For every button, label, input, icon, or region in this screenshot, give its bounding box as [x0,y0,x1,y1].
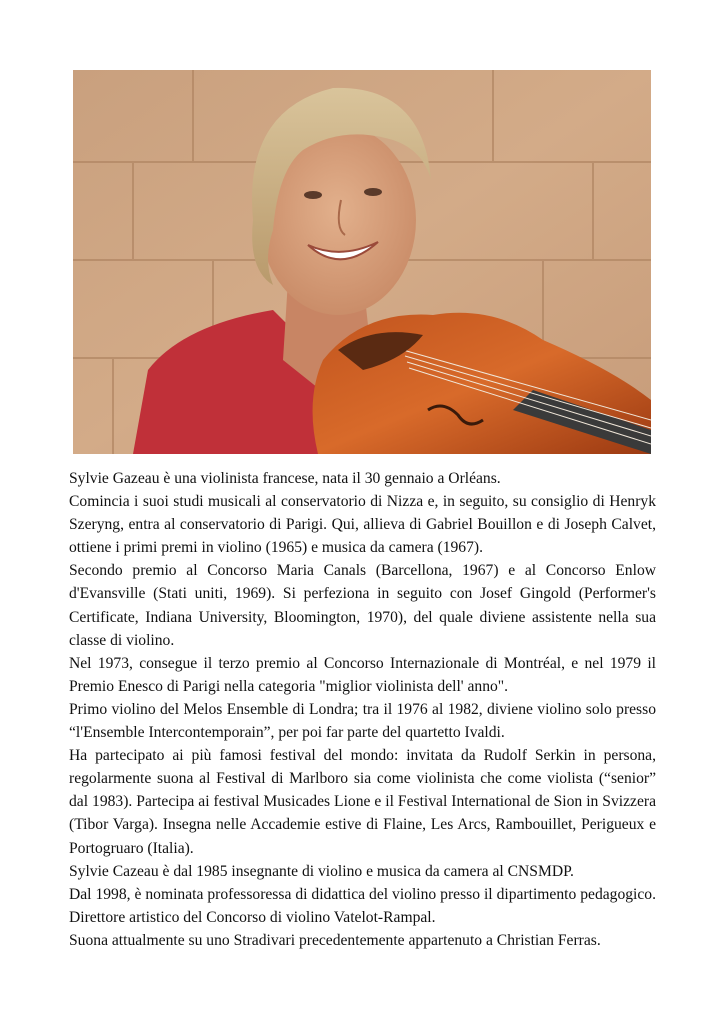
paragraph: Primo violino del Melos Ensemble di Londra; tra il 1976 al 1982, diviene violino solo presso “l'Ensemble Intercontemporain”, per poi far parte del quartetto Ivaldi. [69,700,656,742]
paragraph: Comincia i suoi studi musicali al conservatorio di Nizza e, in seguito, su consiglio di Henryk Szeryng, entra al conservatorio di Parigi. Qui, allieva di Gabriel Bouillon e di Joseph Calvet, ottiene i primi premi in violino (1965) e musica da camera (1967). [69,493,656,557]
paragraph: Sylvie Cazeau è dal 1985 insegnante di violino e musica da camera al CNSMDP. [69,862,574,880]
biography-text [69,467,656,952]
paragraph: Suona attualmente su uno Stradivari precedentemente appartenuto a Christian Ferras. [69,931,601,949]
portrait-photo [73,70,651,454]
paragraph: Secondo premio al Concorso Maria Canals (Barcellona, 1967) e al Concorso Enlow d'Evansville (Stati uniti, 1969). Si perfeziona in seguito con Josef Gingold (Performer's Certificate, Indiana University, Bloomington, 1970), del quale diviene assistente nella sua classe di violino. [69,562,656,649]
paragraph: Sylvie Gazeau è una violinista francese, nata il 30 gennaio a Orléans. [69,470,501,487]
paragraph: Ha partecipato ai più famosi festival del mondo: invitata da Rudolf Serkin in persona, regolarmente suona al Festival di Marlboro sia come violinista che come violista (“senior” dal 1983). Partecipa ai festival Musicades Lione e il Festival International de Sion in Svizzera (Tibor Varga). Insegna nelle Accademie estive di Flaine, Les Arcs, Rambouillet, Perigueux e Portogruaro (Italia). [69,747,656,857]
paragraph: Nel 1973, consegue il terzo premio al Concorso Internazionale di Montréal, e nel 1979 il Premio Enesco di Parigi nella categoria "miglior violinista dell' anno". [69,654,656,695]
paragraph: Dal 1998, è nominata professoressa di didattica del violino presso il dipartimento pedagogico. Direttore artistico del Concorso di violino Vatelot-Rampal. [69,885,656,926]
